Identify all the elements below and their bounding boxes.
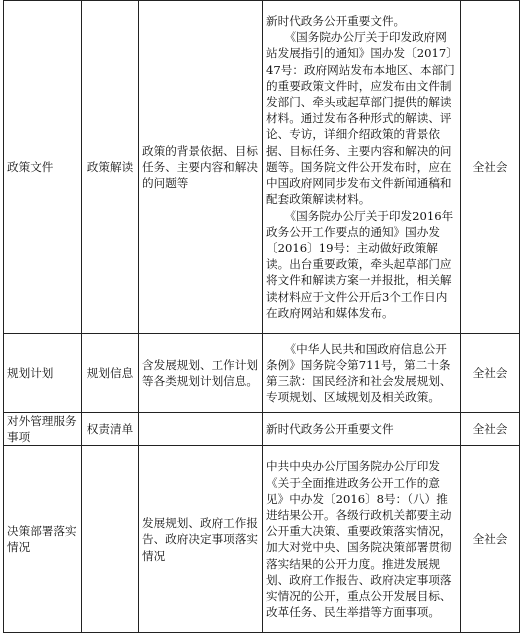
basis-cell xyxy=(263,334,461,413)
content-cell: 发展规划、政府工作报告、政府决定事项落实情况 xyxy=(139,446,263,633)
table-row xyxy=(4,446,520,633)
scope-cell: 全社会 xyxy=(461,446,520,633)
category-cell: 对外管理服务事项 xyxy=(4,413,82,446)
basis-paragraph: 《国务院办公厅关于印发2016年政务公开工作要点的通知》国办发〔2016〕19号：主动做好政策解读。出台重要政策，牵头起草部门应将文件和解读方案一并报批，相关解读材料应于文件公开后3个工作日内在政府网站和媒体发布。 xyxy=(266,208,454,320)
basis-cell xyxy=(263,446,461,633)
item-cell: 规划信息 xyxy=(82,334,139,413)
basis-cell xyxy=(263,413,461,446)
table-row xyxy=(4,334,520,413)
content-cell: 政策的背景依据、目标任务、主要内容和解决的问题等 xyxy=(139,1,263,334)
item-cell: 权责清单 xyxy=(82,413,139,446)
basis-cell xyxy=(263,1,461,334)
basis-paragraph: 新时代政务公开重要文件 xyxy=(266,422,394,437)
category-cell: 政策文件 xyxy=(4,1,82,334)
basis-paragraph: 《中华人民共和国政府信息公开条例》国务院令第711号，第二十条第三款：国民经济和社会发展规划、专项规划、区域规划及相关政策。 xyxy=(266,341,452,405)
basis-paragraph: 《国务院办公厅关于印发政府网站发展指引的通知》国办发〔2017〕47号：政府网站发布本地区、本部门的重要政策文件时，应发布由文件制发部门、牵头或起草部门提供的解读材料。通过发布各种形式的解读、评论、专访，详细介绍政策的背景依据、目标任务、主要内容和解决的问题等。国务院文件公开发布时，应在中国政府网同步发布文件新闻通稿和配套政策解读材料。 xyxy=(266,30,455,207)
table-row xyxy=(4,1,520,334)
content-cell xyxy=(139,413,263,446)
item-cell xyxy=(82,446,139,633)
scope-cell: 全社会 xyxy=(461,334,520,413)
table-row xyxy=(4,413,520,446)
scope-cell: 全社会 xyxy=(461,1,520,334)
basis-paragraph: 中共中央办公厅国务院办公厅印发《关于全面推进政务公开工作的意见》中办发〔2016〕8号：（八）推进结果公开。各级行政机关都要主动公开重大决策、重要政策落实情况，加大对党中央、国务院决策部署贯彻落实结果的公开力度。推进发展规划、政府工作报告、政府决定事项落实情况的公开，重点公开发展目标、改革任务、民生举措等方面事项。 xyxy=(266,459,452,620)
item-cell: 政策解读 xyxy=(82,1,139,334)
scope-cell: 全社会 xyxy=(461,413,520,446)
disclosure-table xyxy=(3,0,520,633)
category-cell: 规划计划 xyxy=(4,334,82,413)
content-cell: 含发展规划、工作计划等各类规划计划信息。 xyxy=(139,334,263,413)
basis-paragraph: 新时代政务公开重要文件。 xyxy=(266,14,406,29)
category-cell: 决策部署落实情况 xyxy=(4,446,82,633)
